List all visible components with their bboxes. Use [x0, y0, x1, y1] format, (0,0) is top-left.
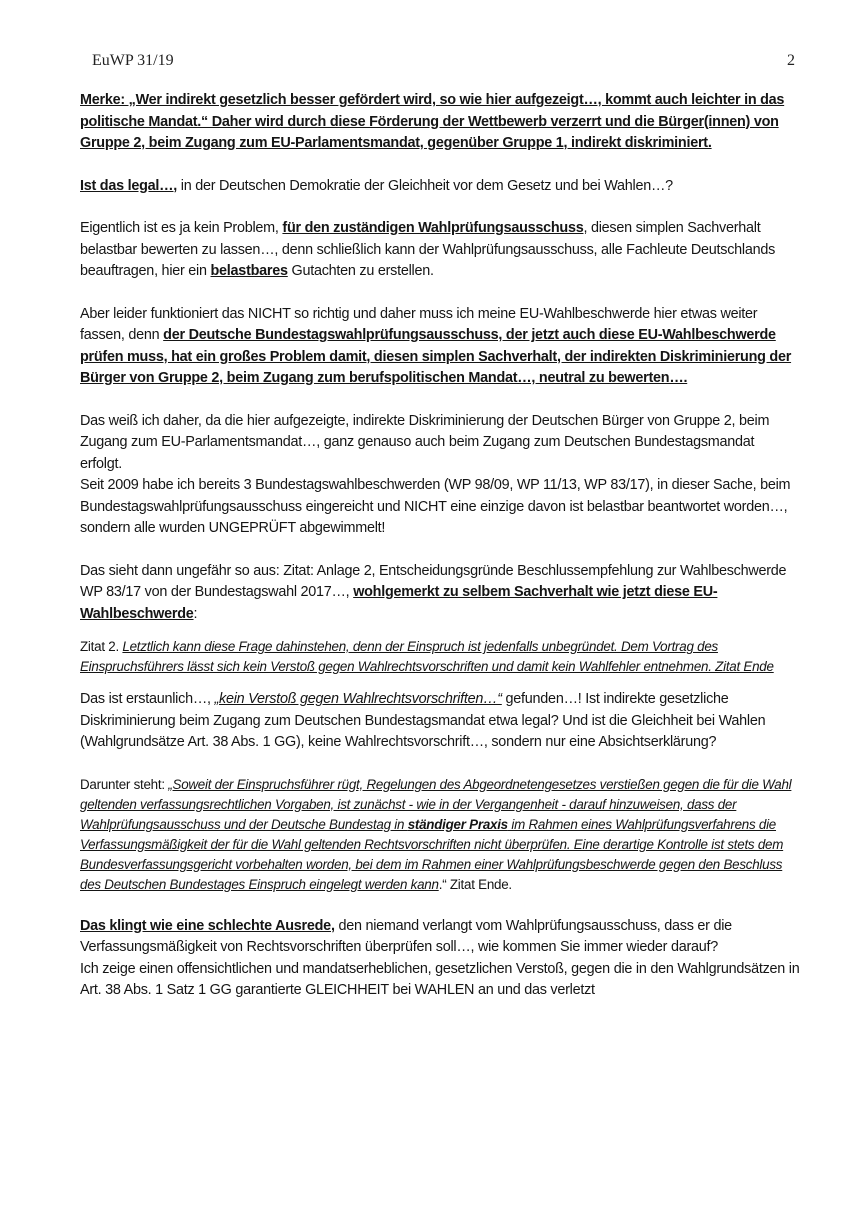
excuse-emphasis: Das klingt wie eine schlechte Ausrede,	[80, 917, 335, 934]
text: den niemand verlangt vom Wahlprüfungsausschuss, dass er die Verfassungsmäßigkeit von Rechtsvorschriften überprüfen soll…, wie kommen Sie immer wieder darauf?	[80, 917, 732, 955]
complaints-paragraph: Seit 2009 habe ich bereits 3 Bundestagswahlbeschwerden (WP 98/09, WP 11/13, WP 83/17), in dieser Sache, beim Bundestagswahlprüfungsausschuss eingereicht und NICHT eine einzige davon ist belastbar beantwortet worden…, sondern alle wurden UNGEPRÜFT abgewimmelt!	[80, 477, 791, 536]
quote-intro: Darunter steht:	[80, 776, 169, 792]
merke-paragraph	[80, 90, 800, 155]
quote-label: Zitat 2.	[80, 639, 123, 654]
problem-emphasis: der Deutsche Bundestagswahlprüfungsausschuss, der jetzt auch diese EU-Wahlbeschwerde prüfen muss, hat ein großes Problem damit, diesen simplen Sachverhalt, der indirekten Diskriminierung der Bürger von Gruppe 2, beim Zugang zum berufspolitischen Mandat…, neutral zu bewerten….	[80, 327, 792, 386]
astonishment-paragraph	[80, 689, 800, 754]
citation-emphasis: wohlgemerkt zu selbem Sachverhalt wie jetzt diese EU-Wahlbeschwerde	[80, 584, 718, 622]
quote-text: Letztlich kann diese Frage dahinstehen, denn der Einspruch ist jedenfalls unbegründet. Dem Vortrag des Einspruchsführers lässt sich kein Verstoß gegen Wahlrechtsvorschriften und damit kein Wahlfehler entnehmen. Zitat Ende	[80, 639, 774, 674]
quote-end: .“ Zitat Ende.	[438, 876, 512, 892]
violation-paragraph: Ich zeige einen offensichtlichen und mandatserheblichen, gesetzlichen Verstoß, gegen die in den Wahlgrundsätzen in Art. 38 Abs. 1 Satz 1 GG garantierte GLEICHHEIT bei WAHLEN an und das verletzt	[80, 960, 800, 998]
text: gefunden…! Ist indirekte gesetzliche Diskriminierung beim Zugang zum Deutschen Bundestagsmandat etwa legal? Und ist die Gleichheit bei Wahlen (Wahlgrundsätze Art. 38 Abs. 1 GG), keine Wahlrechtsvorschrift…, sondern nur eine Absichtserklärung?	[80, 691, 766, 750]
legality-question	[80, 176, 800, 198]
document-reference: EuWP 31/19	[92, 52, 174, 69]
citation-intro	[80, 561, 800, 626]
document-body	[80, 90, 800, 1002]
practice-emphasis: ständiger Praxis	[407, 816, 508, 832]
problem-paragraph	[80, 304, 800, 390]
text: Das ist erstaunlich…,	[80, 691, 215, 707]
text: Aber leider funktioniert das NICHT so richtig und daher muss ich meine EU-Wahlbeschwerde hier etwas weiter fassen, denn	[80, 305, 758, 343]
second-quote-block	[80, 775, 800, 895]
quoted-phrase: „kein Verstoß gegen Wahlrechtsvorschriften…“	[214, 691, 502, 707]
committee-emphasis: für den zuständigen Wahlprüfungsausschuss	[282, 220, 584, 236]
excuse-paragraph	[80, 916, 800, 959]
text: Das sieht dann ungefähr so aus: Zitat: Anlage 2, Entscheidungsgründe Beschlussempfehlung zur Wahlbeschwerde WP 83/17 von der Bundestagswahl 2017…,	[80, 562, 787, 600]
merke-emphasis: Merke: „Wer indirekt gesetzlich besser gefördert wird, so wie hier aufgezeigt…, kommt auch leichter in das politische Mandat.“ Daher wird durch diese Förderung der Wettbewerb verzerrt und die Bürger(innen) von Gruppe 2, beim Zugang zum EU-Parlamentsmandat, gegenüber Gruppe 1, indirekt diskriminiert.	[80, 92, 785, 151]
legality-text: in der Deutschen Demokratie der Gleichheit vor dem Gesetz und bei Wahlen…?	[177, 177, 673, 194]
reliable-emphasis: belastbares	[210, 263, 288, 279]
text: , diesen simplen Sachverhalt belastbar bewerten zu lassen…, denn schließlich kann der Wahlprüfungsausschuss, alle Fachleute Deutschlands beauftragen, hier ein	[80, 220, 776, 279]
quote-block	[80, 637, 800, 677]
legality-emphasis: Ist das legal…,	[80, 177, 178, 194]
text: Gutachten zu erstellen.	[287, 263, 434, 279]
quote-text: „Soweit der Einspruchsführer rügt, Regelungen des Abgeordnetengesetzes verstießen gegen die für die Wahl geltenden verfassungsrechtlichen Vorgaben, ist zunächst - wie in der Vergangenheit - darauf hinzuweisen, dass der Wahlprüfungsausschuss und der Deutsche Bundestag in	[80, 776, 792, 832]
quote-text: im Rahmen eines Wahlprüfungsverfahrens die Verfassungsmäßigkeit der für die Wahl geltenden Rechtsvorschriften nicht überprüfen. Eine derartige Kontrolle ist stets dem Bundesverfassungsgericht vorbehalten worden, bei dem im Rahmen einer Wahlprüfungsbeschwerde gegen den Beschluss des Deutschen Bundestages Einspruch eingelegt werden kann	[80, 816, 784, 892]
knowledge-paragraph: Das weiß ich daher, da die hier aufgezeigte, indirekte Diskriminierung der Deutschen Bürger von Gruppe 2, beim Zugang zum EU-Parlamentsmandat…, ganz genauso auch beim Zugang zum Deutschen Bundestagsmandat erfolgt.	[80, 412, 770, 472]
page-number: 2	[787, 52, 795, 69]
text: Eigentlich ist es ja kein Problem,	[80, 220, 283, 236]
text: :	[193, 605, 198, 622]
committee-paragraph	[80, 218, 800, 283]
